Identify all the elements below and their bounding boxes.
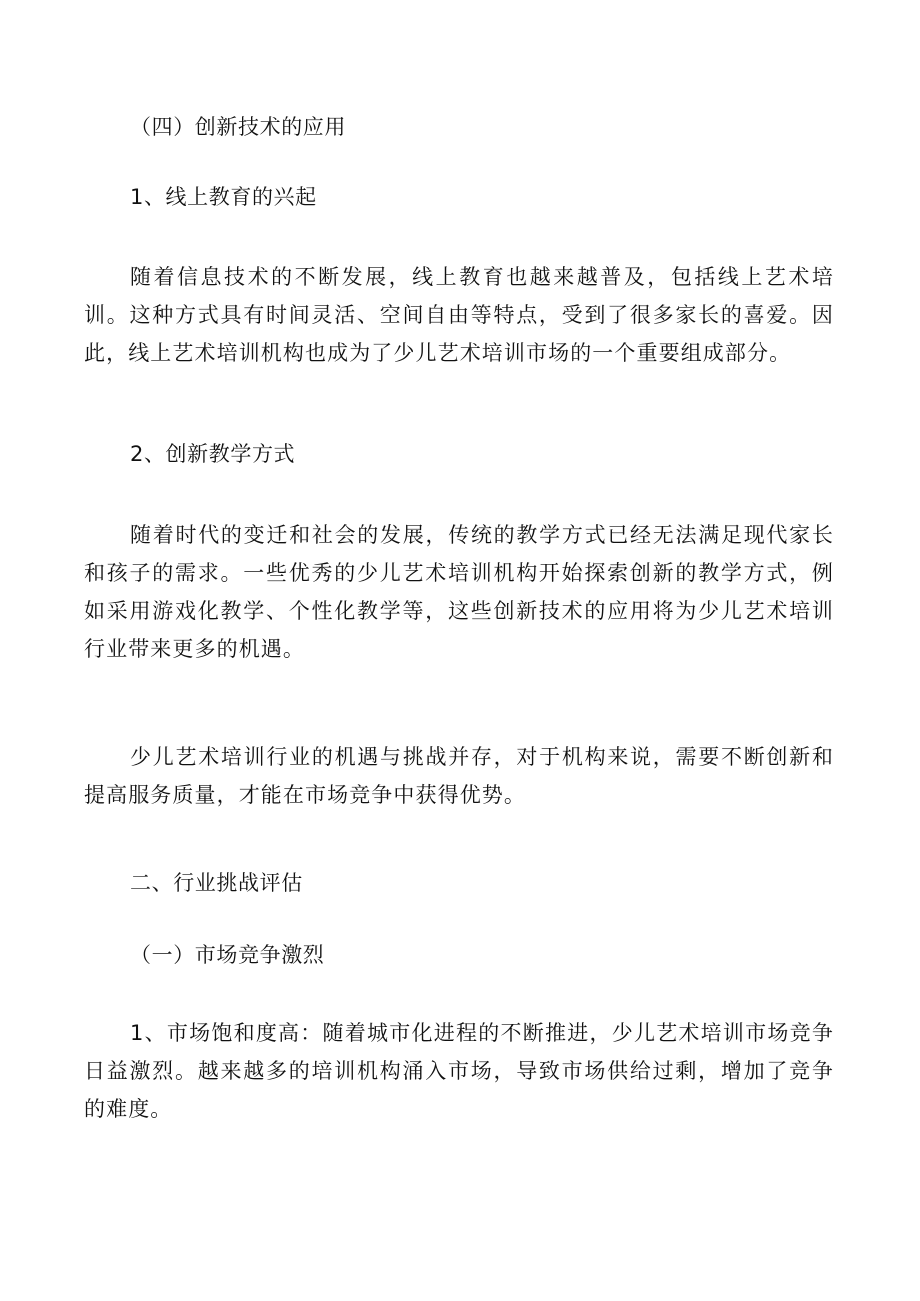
heading-market-competition: （一）市场竞争激烈 bbox=[130, 943, 325, 967]
paragraph-innovative-teaching: 随着时代的变迁和社会的发展，传统的教学方式已经无法满足现代家长和孩子的需求。一些优秀的少儿艺术培训机构开始探索创新的教学方式，例如采用游戏化教学、个性化教学等，这些创新技术的应用将为少儿艺术培训行业带来更多的机遇。 bbox=[84, 523, 834, 661]
paragraph-market-saturation: 1、市场饱和度高：随着城市化进程的不断推进，少儿艺术培训市场竞争日益激烈。越来越多的培训机构涌入市场，导致市场供给过剩，增加了竞争的难度。 bbox=[84, 1021, 834, 1121]
subheading-online-education: 1、线上教育的兴起 bbox=[130, 185, 317, 209]
subheading-innovative-teaching: 2、创新教学方式 bbox=[130, 442, 296, 466]
paragraph-opportunity-challenge: 少儿艺术培训行业的机遇与挑战并存，对于机构来说，需要不断创新和提高服务质量，才能在市场竞争中获得优势。 bbox=[84, 745, 834, 807]
paragraph-online-education: 随着信息技术的不断发展，线上教育也越来越普及，包括线上艺术培训。这种方式具有时间灵活、空间自由等特点，受到了很多家长的喜爱。因此，线上艺术培训机构也成为了少儿艺术培训市场的一个重要组成部分。 bbox=[84, 265, 834, 365]
heading-innovation-tech: （四）创新技术的应用 bbox=[130, 115, 346, 139]
section-industry-challenges: 二、行业挑战评估 bbox=[130, 871, 303, 895]
